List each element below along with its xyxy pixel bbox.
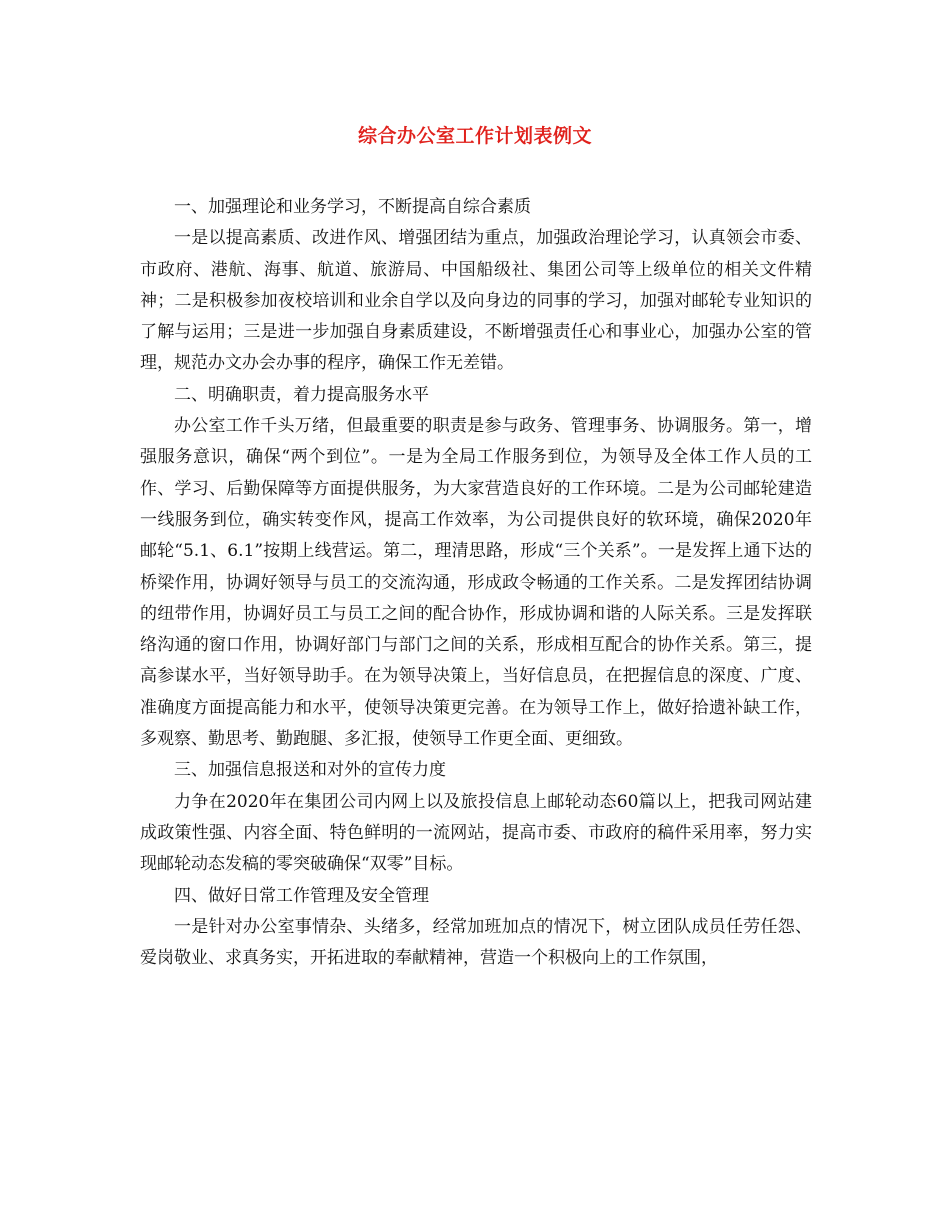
section-heading-2: 二、明确职责，着力提高服务水平 (174, 384, 429, 405)
document-body (140, 192, 812, 974)
paragraph: 办公室工作千头万绪，但最重要的职责是参与政务、管理事务、协调服务。第一，增强服务意识，确保“两个到位”。一是为全局工作服务到位，为领导及全体工作人员的工作、学习、后勤保障等方面提供服务，为大家营造良好的工作环境。二是为公司邮轮建造一线服务到位，确实转变作风，提高工作效率，为公司提供良好的软环境，确保2020年邮轮“5.1、6.1”按期上线营运。第二，理清思路，形成“三个关系”。一是发挥上通下达的桥梁作用，协调好领导与员工的交流沟通，形成政令畅通的工作关系。二是发挥团结协调的纽带作用，协调好员工与员工之间的配合协作，形成协调和谐的人际关系。三是发挥联络沟通的窗口作用，协调好部门与部门之间的关系，形成相互配合的协作关系。第三，提高参谋水平，当好领导助手。在为领导决策上，当好信息员，在把握信息的深度、广度、准确度方面提高能力和水平，使领导决策更完善。在为领导工作上，做好拾遗补缺工作，多观察、勤思考、勤跑腿、多汇报，使领导工作更全面、更细致。 (140, 416, 812, 750)
document-title: 综合办公室工作计划表例文 (357, 125, 592, 147)
paragraph: 一是针对办公室事情杂、头绪多，经常加班加点的情况下，树立团队成员任劳任怨、爱岗敬业、求真务实，开拓进取的奉献精神，营造一个积极向上的工作氛围， (140, 916, 812, 969)
section-heading-3: 三、加强信息报送和对外的宣传力度 (174, 760, 446, 781)
section-heading-1: 一、加强理论和业务学习，不断提高自综合素质 (174, 197, 531, 217)
section-heading-4: 四、做好日常工作管理及安全管理 (174, 885, 429, 906)
paragraph: 一是以提高素质、改进作风、增强团结为重点，加强政治理论学习，认真领会市委、市政府、港航、海事、航道、旅游局、中国船级社、集团公司等上级单位的相关文件精神；二是积极参加夜校培训和业余自学以及向身边的同事的学习，加强对邮轮专业知识的了解与运用；三是进一步加强自身素质建设，不断增强责任心和事业心，加强办公室的管理，规范办文办会办事的程序，确保工作无差错。 (140, 228, 812, 374)
paragraph: 力争在2020年在集团公司内网上以及旅投信息上邮轮动态60篇以上，把我司网站建成政策性强、内容全面、特色鲜明的一流网站，提高市委、市政府的稿件采用率，努力实现邮轮动态发稿的零突破确保“双零”目标。 (140, 791, 812, 875)
